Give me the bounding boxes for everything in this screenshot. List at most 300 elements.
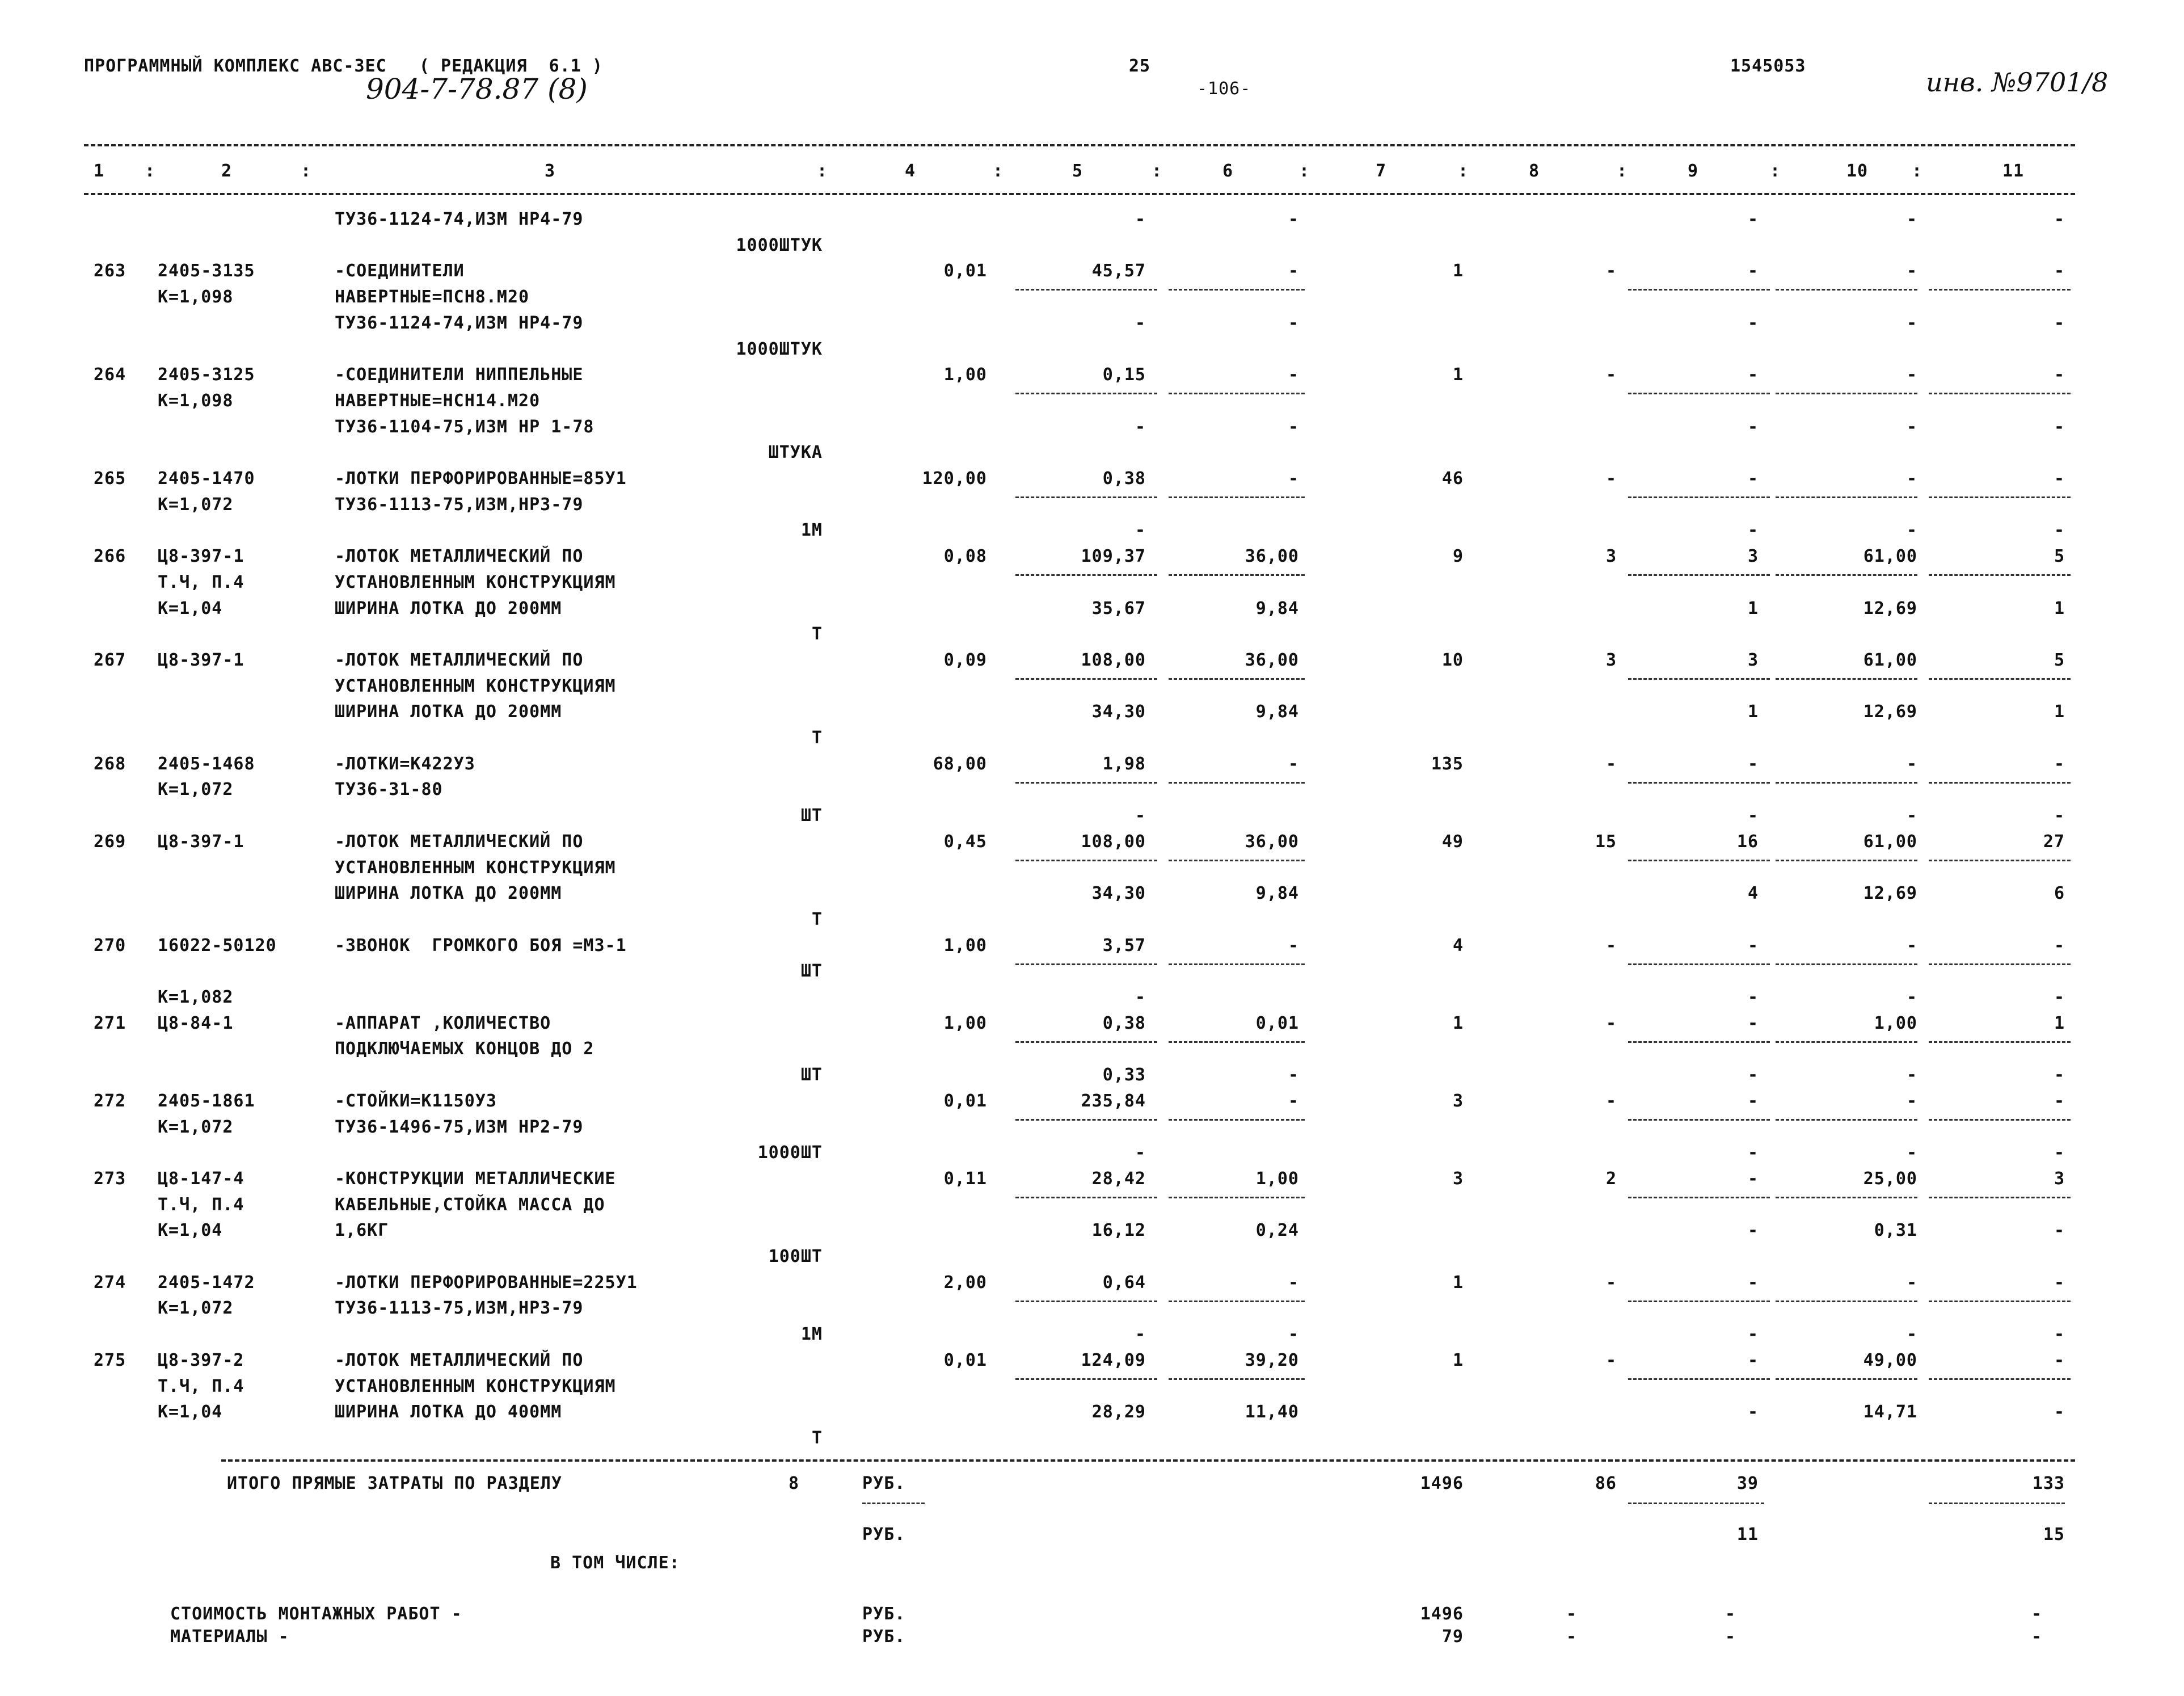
cell-271-c10: - <box>1906 1065 1917 1085</box>
cell-268-c1: 268 <box>94 754 127 774</box>
cell-263-c7: 1 <box>1452 261 1464 281</box>
including-label: В ТОМ ЧИСЛЕ: <box>550 1553 680 1573</box>
cell-270-c3: -ЗВОНОК ГРОМКОГО БОЯ =МЗ-1 <box>335 935 627 956</box>
cell-265-c7: 46 <box>1441 469 1464 489</box>
totals-c9: 39 <box>1736 1474 1759 1493</box>
mount-cost-label: СТОИМОСТЬ МОНТАЖНЫХ РАБОТ - <box>170 1604 462 1624</box>
cell-269-c5: 34,30 <box>1091 883 1146 904</box>
cell-273-c11: 3 <box>2054 1168 2065 1189</box>
cell-264-c7: 1 <box>1452 365 1464 385</box>
cell-272-c9: - <box>1747 1143 1759 1163</box>
cell-273-c10: 25,00 <box>1863 1168 1917 1189</box>
cell-264-c6: - <box>1288 416 1299 437</box>
page-number: -106- <box>1197 79 1251 99</box>
cell-268-c3: -ЛОТКИ=К422У3 <box>335 754 475 774</box>
cell-268-c5: 1,98 <box>1102 754 1146 774</box>
cell-267-c5: 108,00 <box>1081 650 1146 670</box>
unit-271: ШТ <box>800 1065 823 1085</box>
cell-273-c9: - <box>1747 1221 1759 1241</box>
unit-275: Т <box>811 1428 823 1448</box>
cell-269-c6: 9,84 <box>1255 883 1299 904</box>
totals-unit: РУБ. <box>862 1474 906 1493</box>
unit-267: Т <box>811 728 823 748</box>
cell-266-c4: 0,08 <box>943 546 987 567</box>
cell-275-c2: Т.Ч, П.4 <box>158 1376 244 1396</box>
cell-271-c8: - <box>1605 1013 1617 1033</box>
cell-263-c11: - <box>2054 261 2065 281</box>
column-number-2: 2 <box>221 161 233 181</box>
cell-271-c9: - <box>1747 1013 1759 1033</box>
cell-270-c9: - <box>1747 987 1759 1007</box>
totals-rule <box>221 1459 2075 1462</box>
cell-274-c8: - <box>1605 1272 1617 1293</box>
cell-273-c2: Ц8-147-4 <box>158 1168 244 1189</box>
cell-275-c4: 0,01 <box>943 1350 987 1370</box>
cell-267-c11: 5 <box>2054 650 2065 670</box>
totals-section: 8 <box>789 1474 800 1493</box>
column-number-9: 9 <box>1688 161 1699 181</box>
cell-270-c4: 1,00 <box>943 935 987 956</box>
cell-268-c9: - <box>1747 806 1759 826</box>
cell-275-c8: - <box>1605 1350 1617 1370</box>
cell-264-c2: 2405-3125 <box>158 365 255 385</box>
column-separator: : <box>1770 161 1781 181</box>
column-number-1: 1 <box>94 161 105 181</box>
cell-265-c11: - <box>2054 520 2065 541</box>
unit-274: 1М <box>800 1324 823 1345</box>
cell-264-c3: -СОЕДИНИТЕЛИ НИППЕЛЬНЫЕ <box>335 365 584 385</box>
column-number-4: 4 <box>905 161 916 181</box>
cell-carry-c6: - <box>1288 209 1299 229</box>
cell-272-c8: - <box>1605 1091 1617 1111</box>
mount-cost-c7: 1496 <box>1420 1604 1464 1624</box>
cell-268-c11: - <box>2054 806 2065 826</box>
cell-264-c6: - <box>1288 365 1299 385</box>
cell-275-c5: 124,09 <box>1081 1350 1146 1370</box>
cell-263-c10: - <box>1906 313 1917 333</box>
cell-268-c8: - <box>1605 754 1617 774</box>
project-code: 904-7-78.87 (8) <box>366 73 588 106</box>
cell-273-c7: 3 <box>1452 1168 1464 1189</box>
cell-273-c9: - <box>1747 1168 1759 1189</box>
totals-c11b: 15 <box>2043 1525 2065 1545</box>
materials-label: МАТЕРИАЛЫ - <box>170 1627 289 1647</box>
cell-266-c5: 109,37 <box>1081 546 1146 567</box>
sheet-number: 25 <box>1129 56 1151 76</box>
cell-268-c6: - <box>1288 754 1299 774</box>
cell-274-c3: -ЛОТКИ ПЕРФОРИРОВАННЫЕ=225У1 <box>335 1272 638 1293</box>
cell-266-c2: Т.Ч, П.4 <box>158 572 244 592</box>
cell-266-c6: 36,00 <box>1245 546 1299 567</box>
cell-275-c3: -ЛОТОК МЕТАЛЛИЧЕСКИЙ ПО <box>335 1350 584 1370</box>
cell-264-c9: - <box>1747 365 1759 385</box>
cell-273-c6: 1,00 <box>1255 1168 1299 1189</box>
cell-263-c2: К=1,098 <box>158 287 234 308</box>
cell-275-c10: 49,00 <box>1863 1350 1917 1370</box>
cell-263-c9: - <box>1747 313 1759 333</box>
unit-264: ШТУКА <box>768 443 823 463</box>
cell-269-c1: 269 <box>94 831 127 852</box>
cell-263-c5: 45,57 <box>1091 261 1146 281</box>
cell-265-c2: К=1,072 <box>158 494 234 515</box>
cell-271-c5: 0,38 <box>1102 1013 1146 1033</box>
cell-269-c3: УСТАНОВЛЕННЫМ КОНСТРУКЦИЯМ <box>335 857 616 878</box>
cell-267-c9: 3 <box>1747 650 1759 670</box>
unit-266: Т <box>811 624 823 645</box>
cell-264-c2: К=1,098 <box>158 390 234 411</box>
cell-263-c4: 0,01 <box>943 261 987 281</box>
cell-268-c3: ТУ36-31-80 <box>335 780 443 800</box>
cell-272-c10: - <box>1906 1143 1917 1163</box>
cell-268-c7: 135 <box>1431 754 1464 774</box>
cell-269-c9: 4 <box>1747 883 1759 904</box>
totals-c7: 1496 <box>1420 1474 1464 1493</box>
cell-264-c11: - <box>2054 416 2065 437</box>
cell-270-c9: - <box>1747 935 1759 956</box>
cell-263-c6: - <box>1288 261 1299 281</box>
cell-270-c5: 3,57 <box>1102 935 1146 956</box>
cell-carry-c3: ТУ36-1124-74,ИЗМ НР4-79 <box>335 209 584 229</box>
cell-275-c6: 39,20 <box>1245 1350 1299 1370</box>
cell-268-c9: - <box>1747 754 1759 774</box>
cell-274-c2: К=1,072 <box>158 1298 234 1319</box>
cell-274-c5: 0,64 <box>1102 1272 1146 1293</box>
cell-275-c9: - <box>1747 1402 1759 1423</box>
column-separator: : <box>817 161 828 181</box>
cell-270-c11: - <box>2054 987 2065 1007</box>
cell-271-c2: Ц8-84-1 <box>158 1013 234 1033</box>
unit-273: 100ШТ <box>768 1247 823 1266</box>
cell-265-c5: - <box>1135 520 1146 541</box>
cell-carry-c5: - <box>1135 209 1146 229</box>
unit-268: ШТ <box>800 806 823 826</box>
cell-268-c2: 2405-1468 <box>158 754 255 774</box>
mount-cost-c11: - <box>2031 1604 2042 1624</box>
cell-263-c6: - <box>1288 313 1299 333</box>
cell-264-c9: - <box>1747 416 1759 437</box>
cell-274-c6: - <box>1288 1272 1299 1293</box>
cell-273-c6: 0,24 <box>1255 1221 1299 1241</box>
cell-263-c5: - <box>1135 313 1146 333</box>
cell-272-c2: К=1,072 <box>158 1117 234 1137</box>
cell-263-c9: - <box>1747 261 1759 281</box>
cell-273-c5: 28,42 <box>1091 1168 1146 1189</box>
cell-272-c11: - <box>2054 1143 2065 1163</box>
cell-267-c3: -ЛОТОК МЕТАЛЛИЧЕСКИЙ ПО <box>335 650 584 670</box>
cell-268-c11: - <box>2054 754 2065 774</box>
cell-263-c1: 263 <box>94 261 127 281</box>
cell-266-c11: 1 <box>2054 598 2065 618</box>
cell-269-c10: 61,00 <box>1863 831 1917 852</box>
cell-275-c11: - <box>2054 1350 2065 1370</box>
cell-266-c11: 5 <box>2054 546 2065 567</box>
column-number-10: 10 <box>1846 161 1869 181</box>
cell-263-c11: - <box>2054 313 2065 333</box>
cell-264-c8: - <box>1605 365 1617 385</box>
column-separator: : <box>1458 161 1469 181</box>
cell-271-c5: 0,33 <box>1102 1065 1146 1085</box>
cell-265-c3: -ЛОТКИ ПЕРФОРИРОВАННЫЕ=85У1 <box>335 469 627 489</box>
materials-c7: 79 <box>1441 1627 1464 1647</box>
cell-266-c3: УСТАНОВЛЕННЫМ КОНСТРУКЦИЯМ <box>335 572 616 592</box>
document-number: 1545053 <box>1730 56 1806 76</box>
cell-274-c1: 274 <box>94 1272 127 1293</box>
cell-269-c9: 16 <box>1736 831 1759 852</box>
cell-275-c3: УСТАНОВЛЕННЫМ КОНСТРУКЦИЯМ <box>335 1376 616 1396</box>
cell-275-c10: 14,71 <box>1863 1402 1917 1423</box>
cell-272-c10: - <box>1906 1091 1917 1111</box>
totals-c9b: 11 <box>1736 1525 1759 1545</box>
cell-274-c2: 2405-1472 <box>158 1272 255 1293</box>
cell-270-c5: - <box>1135 987 1146 1007</box>
cell-271-c9: - <box>1747 1065 1759 1085</box>
mount-cost-unit: РУБ. <box>862 1604 906 1624</box>
unit-272: 1000ШТ <box>757 1143 823 1163</box>
cell-263-c3: ТУ36-1124-74,ИЗМ НР4-79 <box>335 313 584 333</box>
totals-c11: 133 <box>2032 1474 2065 1493</box>
cell-272-c4: 0,01 <box>943 1091 987 1111</box>
cell-268-c2: К=1,072 <box>158 780 234 800</box>
cell-270-c2: К=1,082 <box>158 987 234 1007</box>
column-number-3: 3 <box>545 161 556 181</box>
cell-269-c3: -ЛОТОК МЕТАЛЛИЧЕСКИЙ ПО <box>335 831 584 852</box>
cell-272-c2: 2405-1861 <box>158 1091 255 1111</box>
cell-265-c1: 265 <box>94 469 127 489</box>
cell-264-c10: - <box>1906 365 1917 385</box>
cell-272-c5: - <box>1135 1143 1146 1163</box>
cell-271-c3: ПОДКЛЮЧАЕМЫХ КОНЦОВ ДО 2 <box>335 1039 595 1059</box>
cell-272-c11: - <box>2054 1091 2065 1111</box>
cell-264-c5: 0,15 <box>1102 365 1146 385</box>
materials-c9: - <box>1725 1627 1736 1647</box>
cell-carry-c9: - <box>1747 209 1759 229</box>
cell-274-c9: - <box>1747 1272 1759 1293</box>
totals-label: ИТОГО ПРЯМЫЕ ЗАТРАТЫ ПО РАЗДЕЛУ <box>227 1474 562 1493</box>
column-separator: : <box>301 161 312 181</box>
cell-270-c1: 270 <box>94 935 127 956</box>
cell-275-c1: 275 <box>94 1350 127 1370</box>
materials-c11: - <box>2031 1627 2042 1647</box>
cell-266-c3: ШИРИНА ЛОТКА ДО 200ММ <box>335 598 562 618</box>
cell-268-c10: - <box>1906 754 1917 774</box>
cell-266-c3: -ЛОТОК МЕТАЛЛИЧЕСКИЙ ПО <box>335 546 584 567</box>
column-separator: : <box>1152 161 1163 181</box>
cell-266-c10: 61,00 <box>1863 546 1917 567</box>
column-number-6: 6 <box>1222 161 1234 181</box>
cell-275-c2: К=1,04 <box>158 1402 223 1423</box>
cell-267-c4: 0,09 <box>943 650 987 670</box>
cell-275-c5: 28,29 <box>1091 1402 1146 1423</box>
unit-263: 1000ШТУК <box>736 339 823 359</box>
cell-269-c2: Ц8-397-1 <box>158 831 244 852</box>
totals-unit-2: РУБ. <box>862 1525 906 1545</box>
cell-265-c9: - <box>1747 520 1759 541</box>
cell-267-c7: 10 <box>1441 650 1464 670</box>
cell-272-c6: - <box>1288 1091 1299 1111</box>
column-number-5: 5 <box>1072 161 1083 181</box>
cell-274-c10: - <box>1906 1324 1917 1345</box>
cell-265-c3: ТУ36-1113-75,ИЗМ,НР3-79 <box>335 494 584 515</box>
cell-269-c5: 108,00 <box>1081 831 1146 852</box>
cell-273-c2: Т.Ч, П.4 <box>158 1194 244 1215</box>
column-number-7: 7 <box>1376 161 1387 181</box>
cell-273-c3: -КОНСТРУКЦИИ МЕТАЛЛИЧЕСКИЕ <box>335 1168 616 1189</box>
cell-274-c6: - <box>1288 1324 1299 1345</box>
cell-264-c11: - <box>2054 365 2065 385</box>
cell-271-c11: - <box>2054 1065 2065 1085</box>
cell-267-c11: 1 <box>2054 702 2065 722</box>
cell-273-c2: К=1,04 <box>158 1221 223 1241</box>
cell-268-c4: 68,00 <box>933 754 987 774</box>
cell-265-c8: - <box>1605 469 1617 489</box>
cell-269-c10: 12,69 <box>1863 883 1917 904</box>
cell-274-c11: - <box>2054 1272 2065 1293</box>
cell-264-c3: ТУ36-1104-75,ИЗМ НР 1-78 <box>335 416 595 437</box>
cell-271-c11: 1 <box>2054 1013 2065 1033</box>
cell-carry-c11: - <box>2054 209 2065 229</box>
cell-274-c3: ТУ36-1113-75,ИЗМ,НР3-79 <box>335 1298 584 1319</box>
cell-270-c6: - <box>1288 935 1299 956</box>
cell-272-c3: -СТОЙКИ=К1150У3 <box>335 1091 497 1111</box>
cell-272-c5: 235,84 <box>1081 1091 1146 1111</box>
cell-267-c10: 61,00 <box>1863 650 1917 670</box>
cell-267-c6: 36,00 <box>1245 650 1299 670</box>
cell-275-c3: ШИРИНА ЛОТКА ДО 400ММ <box>335 1402 562 1423</box>
cell-263-c10: - <box>1906 261 1917 281</box>
cell-267-c1: 267 <box>94 650 127 670</box>
materials-unit: РУБ. <box>862 1627 906 1647</box>
cell-272-c3: ТУ36-1496-75,ИЗМ НР2-79 <box>335 1117 584 1137</box>
cell-265-c5: 0,38 <box>1102 469 1146 489</box>
cell-266-c1: 266 <box>94 546 127 567</box>
cell-274-c4: 2,00 <box>943 1272 987 1293</box>
cell-274-c10: - <box>1906 1272 1917 1293</box>
cell-267-c5: 34,30 <box>1091 702 1146 722</box>
cell-266-c9: 1 <box>1747 598 1759 618</box>
cell-265-c10: - <box>1906 520 1917 541</box>
cell-272-c7: 3 <box>1452 1091 1464 1111</box>
cell-269-c4: 0,45 <box>943 831 987 852</box>
totals-c8: 86 <box>1595 1474 1617 1493</box>
column-separator: : <box>1299 161 1310 181</box>
cell-267-c10: 12,69 <box>1863 702 1917 722</box>
cell-274-c5: - <box>1135 1324 1146 1345</box>
cell-269-c8: 15 <box>1595 831 1617 852</box>
cell-275-c7: 1 <box>1452 1350 1464 1370</box>
cell-269-c11: 27 <box>2043 831 2065 852</box>
cell-269-c6: 36,00 <box>1245 831 1299 852</box>
cell-264-c4: 1,00 <box>943 365 987 385</box>
unit-270: ШТ <box>800 961 823 982</box>
cell-264-c3: НАВЕРТНЫЕ=НСН14.М20 <box>335 390 541 411</box>
column-number-11: 11 <box>2002 161 2025 181</box>
cell-275-c2: Ц8-397-2 <box>158 1350 244 1370</box>
unit-265: 1М <box>800 520 823 541</box>
mount-cost-c9: - <box>1725 1604 1736 1624</box>
cell-265-c10: - <box>1906 469 1917 489</box>
cell-271-c1: 271 <box>94 1013 127 1033</box>
cell-264-c1: 264 <box>94 365 127 385</box>
cell-263-c2: 2405-3135 <box>158 261 255 281</box>
cell-266-c2: К=1,04 <box>158 598 223 618</box>
cell-265-c6: - <box>1288 469 1299 489</box>
column-separator: : <box>1912 161 1923 181</box>
cell-270-c2: 16022-50120 <box>158 935 277 956</box>
cell-266-c2: Ц8-397-1 <box>158 546 244 567</box>
cell-272-c1: 272 <box>94 1091 127 1111</box>
cell-265-c4: 120,00 <box>922 469 987 489</box>
cell-275-c6: 11,40 <box>1245 1402 1299 1423</box>
cell-273-c5: 16,12 <box>1091 1221 1146 1241</box>
inventory-number: инв. №9701/8 <box>1926 67 2109 98</box>
cell-267-c6: 9,84 <box>1255 702 1299 722</box>
cell-275-c11: - <box>2054 1402 2065 1423</box>
cell-266-c8: 3 <box>1605 546 1617 567</box>
cell-266-c10: 12,69 <box>1863 598 1917 618</box>
cell-272-c9: - <box>1747 1091 1759 1111</box>
cell-271-c7: 1 <box>1452 1013 1464 1033</box>
cell-270-c7: 4 <box>1452 935 1464 956</box>
cell-268-c10: - <box>1906 806 1917 826</box>
cell-270-c10: - <box>1906 935 1917 956</box>
cell-271-c6: - <box>1288 1065 1299 1085</box>
cell-274-c9: - <box>1747 1324 1759 1345</box>
cell-265-c2: 2405-1470 <box>158 469 255 489</box>
column-separator: : <box>1617 161 1628 181</box>
cell-271-c6: 0,01 <box>1255 1013 1299 1033</box>
top-rule <box>84 144 2075 146</box>
cell-269-c7: 49 <box>1441 831 1464 852</box>
cell-273-c3: КАБЕЛЬНЫЕ,СТОЙКА МАССА ДО <box>335 1194 605 1215</box>
cell-263-c3: -СОЕДИНИТЕЛИ <box>335 261 465 281</box>
materials-c8: - <box>1566 1627 1577 1647</box>
cell-271-c3: -АППАРАТ ,КОЛИЧЕСТВО <box>335 1013 551 1033</box>
program-title: ПРОГРАММНЫЙ КОМПЛЕКС АВС-ЗЕС ( РЕДАКЦИЯ 6.1 ) <box>84 56 603 76</box>
cell-264-c5: - <box>1135 416 1146 437</box>
column-separator: : <box>145 161 156 181</box>
cell-267-c8: 3 <box>1605 650 1617 670</box>
cell-271-c10: 1,00 <box>1874 1013 1917 1033</box>
cell-271-c4: 1,00 <box>943 1013 987 1033</box>
cell-270-c10: - <box>1906 987 1917 1007</box>
cell-265-c9: - <box>1747 469 1759 489</box>
cell-267-c2: Ц8-397-1 <box>158 650 244 670</box>
cell-265-c11: - <box>2054 469 2065 489</box>
cell-274-c7: 1 <box>1452 1272 1464 1293</box>
cell-273-c8: 2 <box>1605 1168 1617 1189</box>
cell-273-c11: - <box>2054 1221 2065 1241</box>
cell-266-c7: 9 <box>1452 546 1464 567</box>
column-separator: : <box>993 161 1004 181</box>
cell-267-c3: УСТАНОВЛЕННЫМ КОНСТРУКЦИЯМ <box>335 676 616 696</box>
cell-carry-c10: - <box>1906 209 1917 229</box>
cell-267-c9: 1 <box>1747 702 1759 722</box>
cell-273-c1: 273 <box>94 1168 127 1189</box>
cell-275-c9: - <box>1747 1350 1759 1370</box>
cell-273-c4: 0,11 <box>943 1168 987 1189</box>
cell-270-c11: - <box>2054 935 2065 956</box>
cell-273-c3: 1,6КГ <box>335 1221 389 1241</box>
cell-269-c3: ШИРИНА ЛОТКА ДО 200ММ <box>335 883 562 904</box>
cell-263-c3: НАВЕРТНЫЕ=ПСН8.М20 <box>335 287 530 308</box>
cell-268-c5: - <box>1135 806 1146 826</box>
cell-269-c11: 6 <box>2054 883 2065 904</box>
cell-264-c10: - <box>1906 416 1917 437</box>
cell-266-c9: 3 <box>1747 546 1759 567</box>
cell-263-c8: - <box>1605 261 1617 281</box>
unit-carry: 1000ШТУК <box>736 235 823 255</box>
cell-274-c11: - <box>2054 1324 2065 1345</box>
